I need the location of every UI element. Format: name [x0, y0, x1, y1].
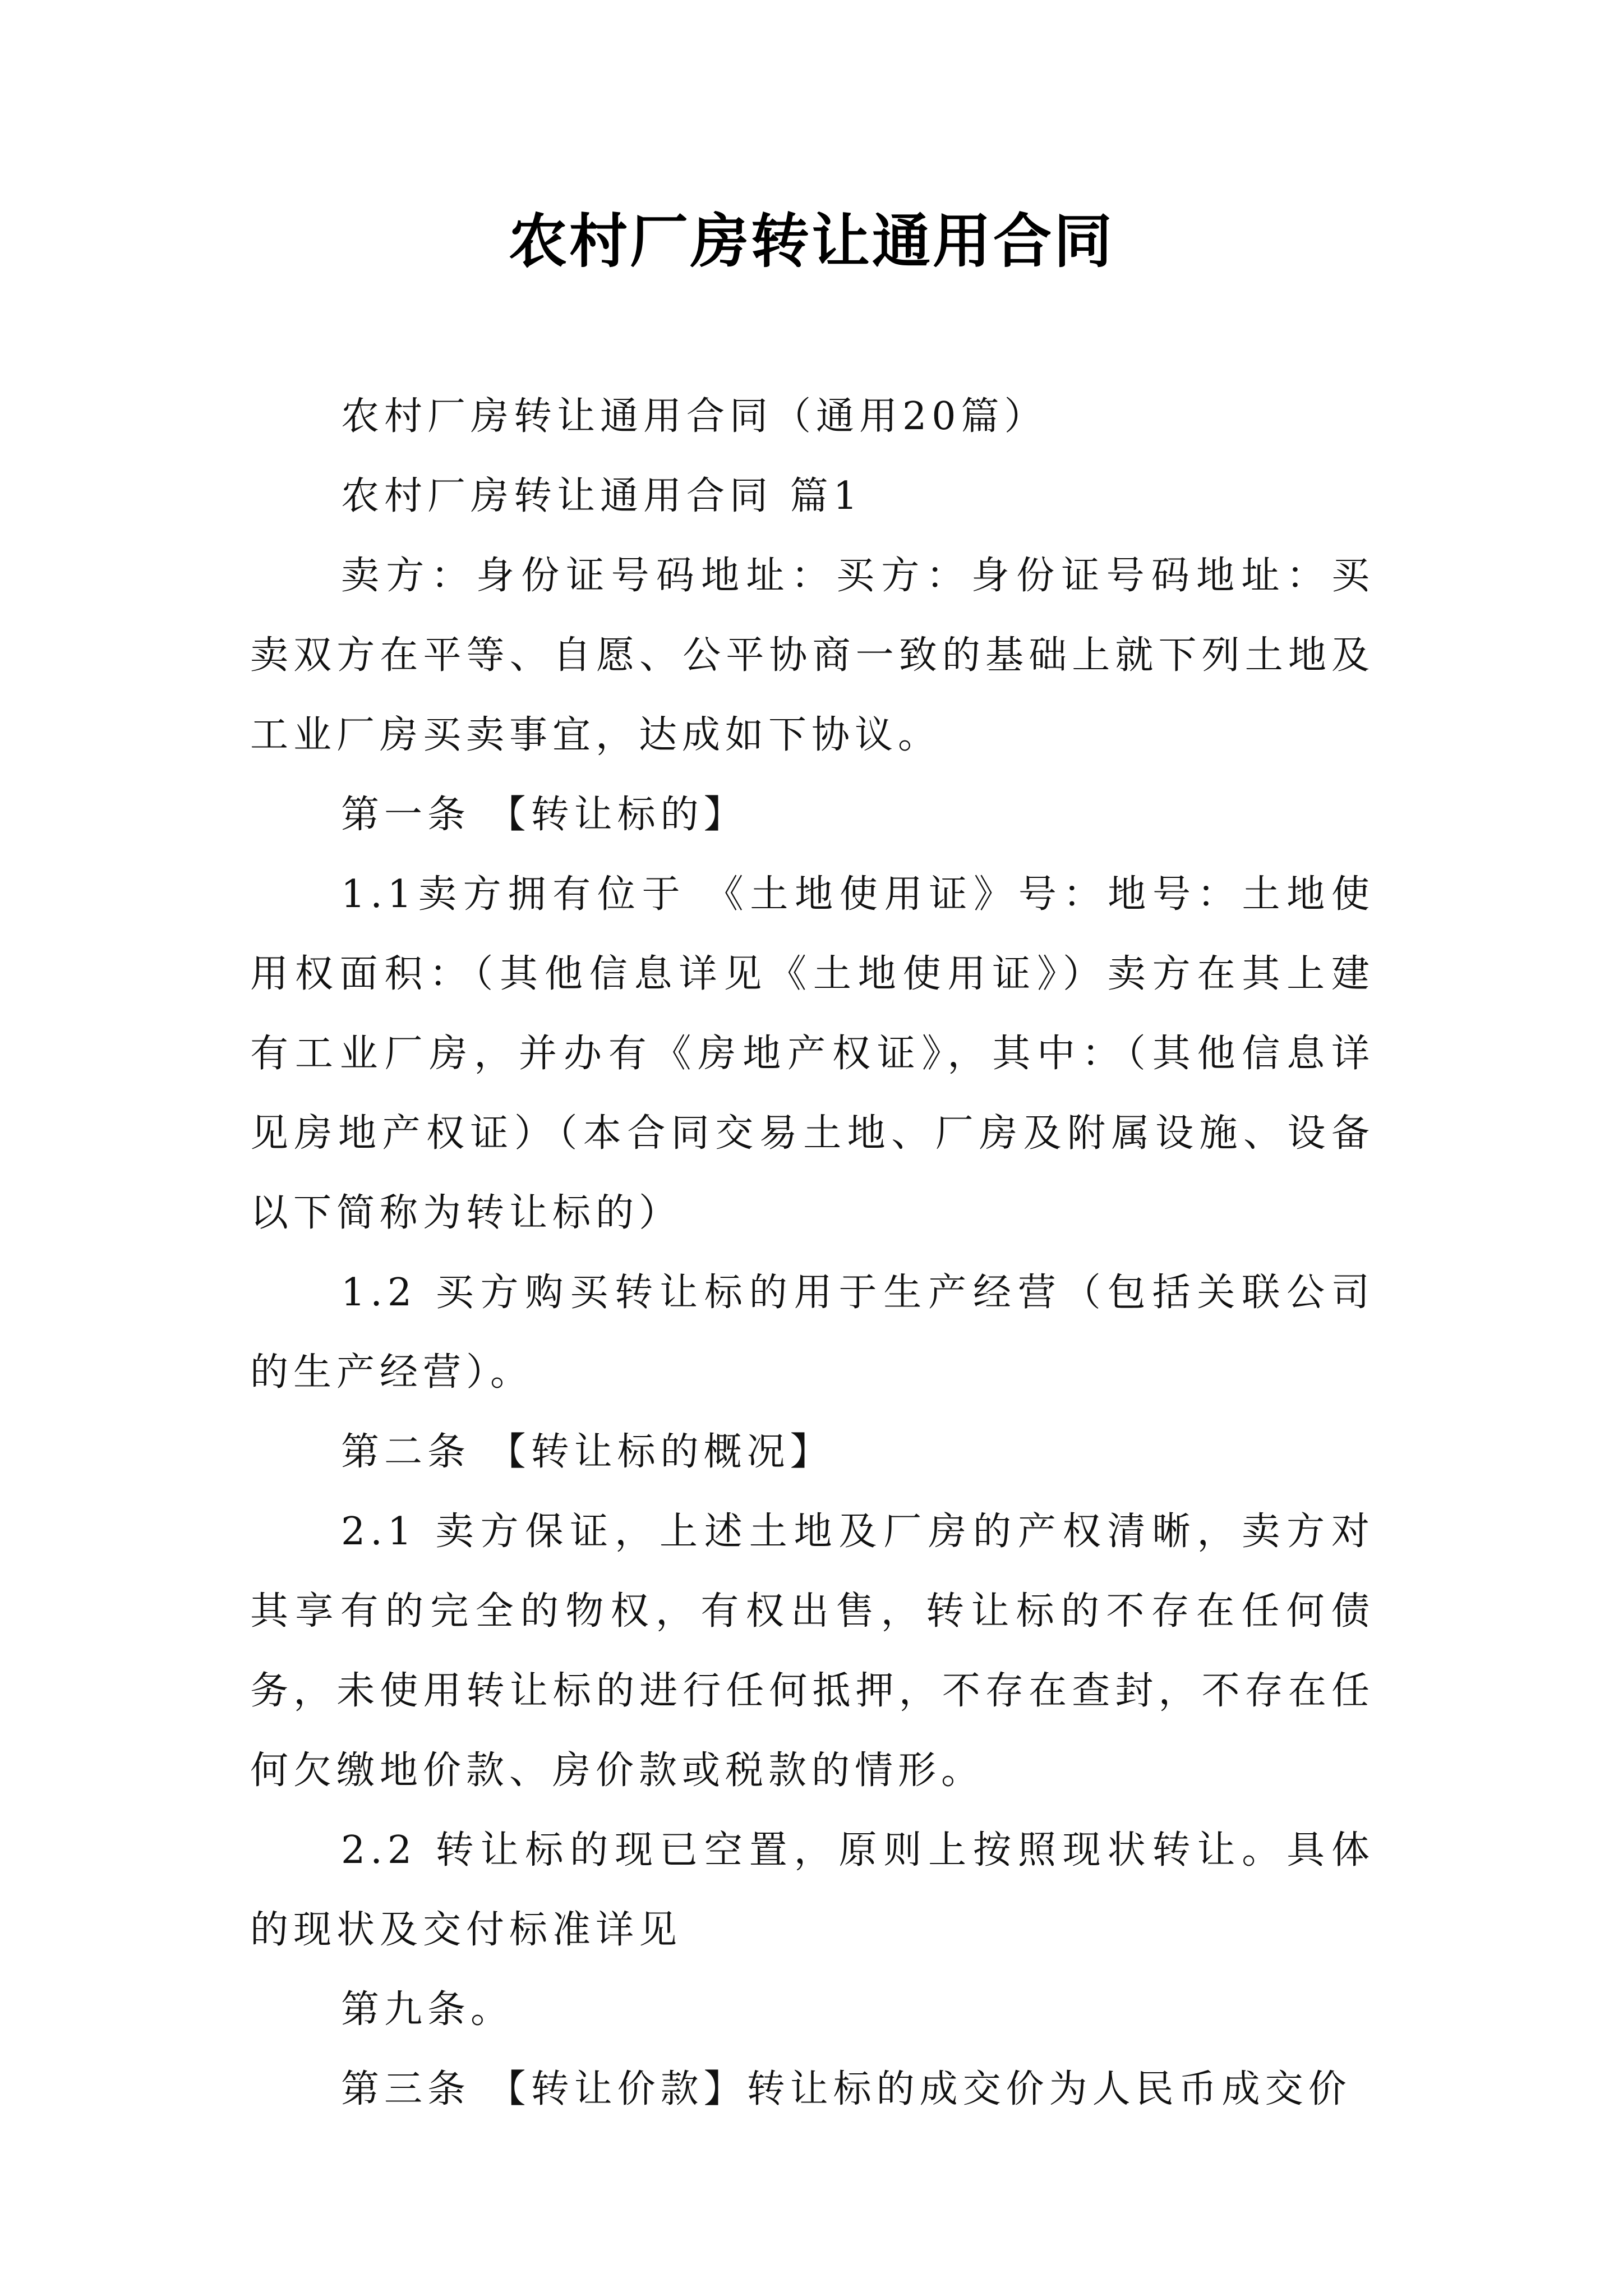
- paragraph-clause-2-2: 2.2 转让标的现已空置，原则上按照现状转让。具体的现状及交付标准详见: [250, 1828, 1375, 1952]
- paragraph-clause-2-heading: 第二条 【转让标的概况】: [341, 1430, 833, 1474]
- paragraph-clause-2-1: 2.1 卖方保证，上述土地及厂房的产权清晰，卖方对其享有的完全的物权，有权出售，转让标的不存在任何债务，未使用转让标的进行任何抵押，不存在查封，不存在任何欠缴地价款、房价款或税款的情形。: [250, 1510, 1375, 1793]
- paragraph-collection-title: 农村厂房转让通用合同（通用20篇）: [341, 394, 1048, 439]
- document-title: 农村厂房转让通用合同: [508, 207, 1114, 275]
- paragraph-clause-1-1: 1.1卖方拥有位于 《土地使用证》号：地号：土地使用权面积：（其他信息详见《土地使用证》）卖方在其上建有工业厂房，并办有《房地产权证》，其中：（其他信息详见房地产权证）（本合同交易土地、厂房及附属设施、设备以下简称为转让标的）: [250, 872, 1375, 1235]
- paragraph-article-heading: 农村厂房转让通用合同 篇1: [341, 474, 863, 518]
- paragraph-clause-1-2: 1.2 买方购买转让标的用于生产经营（包括关联公司的生产经营）。: [250, 1271, 1375, 1395]
- document-body: [250, 377, 1375, 2129]
- paragraph-clause-9-reference: 第九条。: [341, 1987, 514, 2032]
- paragraph-clause-1-heading: 第一条 【转让标的】: [341, 793, 747, 837]
- paragraph-parties: 卖方：身份证号码地址：买方：身份证号码地址：买卖双方在平等、自愿、公平协商一致的基础上就下列土地及工业厂房买卖事宜，达成如下协议。: [250, 554, 1375, 757]
- paragraph-clause-3-heading: 第三条 【转让价款】转让标的成交价为人民币成交价: [341, 2067, 1352, 2111]
